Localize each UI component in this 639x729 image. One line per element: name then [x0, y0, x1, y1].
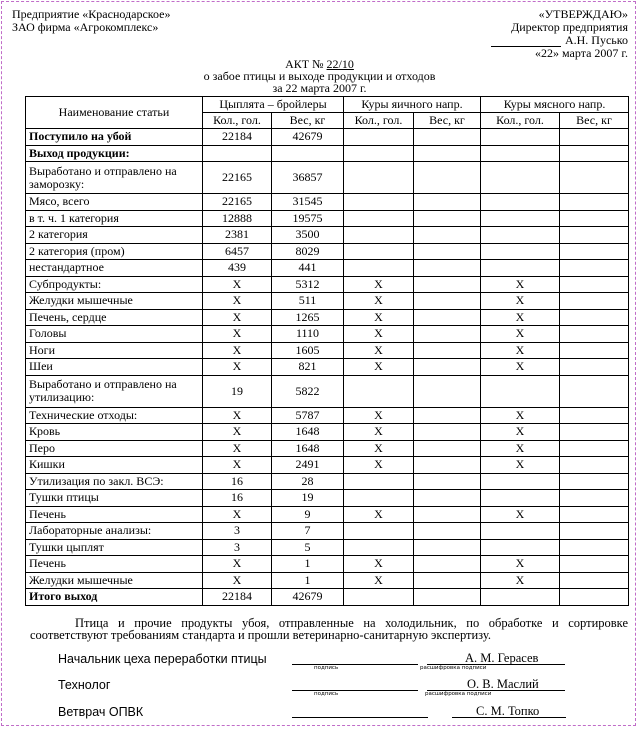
cell-meat-hen-weight: [560, 440, 629, 457]
cell-egg-hen-count: Х: [344, 424, 414, 441]
act-date: за 22 марта 2007 г.: [272, 81, 367, 95]
row-label: Печень: [26, 506, 203, 523]
cell-meat-hen-count: Х: [481, 440, 560, 457]
table-row: [26, 457, 629, 474]
cell-egg-hen-count: Х: [344, 572, 414, 589]
cell-meat-hen-count: [481, 129, 560, 146]
act-title-block: [0, 58, 639, 94]
cell-meat-hen-count: [481, 375, 560, 407]
cell-meat-hen-weight: [560, 276, 629, 293]
cell-egg-hen-count: [344, 162, 414, 194]
cell-broiler-count: Х: [203, 309, 272, 326]
cell-meat-hen-weight: [560, 162, 629, 194]
conclusion-paragraph: [30, 617, 628, 641]
cell-egg-hen-weight: [414, 539, 481, 556]
cell-egg-hen-weight: [414, 359, 481, 376]
table-row: [26, 194, 629, 211]
cell-egg-hen-count: Х: [344, 326, 414, 343]
cell-egg-hen-count: Х: [344, 276, 414, 293]
enterprise-name: Предприятие «Краснодарское»: [12, 7, 171, 21]
approver-name: А.Н. Пусько: [564, 33, 628, 47]
cell-broiler-count: 3: [203, 539, 272, 556]
signer-name-technologist: О. В. Маслий: [467, 677, 539, 691]
col-header-weight: Вес, кг: [560, 113, 629, 129]
cell-meat-hen-count: [481, 490, 560, 507]
table-row: [26, 506, 629, 523]
row-label: Кишки: [26, 457, 203, 474]
cell-egg-hen-weight: [414, 129, 481, 146]
cell-egg-hen-weight: [414, 145, 481, 162]
row-label: Выработано и отправлено на утилизацию:: [26, 375, 203, 407]
cell-egg-hen-weight: [414, 440, 481, 457]
cell-meat-hen-count: [481, 243, 560, 260]
row-label: в т. ч. 1 категория: [26, 210, 203, 227]
row-label: Кровь: [26, 424, 203, 441]
row-label: Головы: [26, 326, 203, 343]
cell-meat-hen-weight: [560, 539, 629, 556]
cell-meat-hen-weight: [560, 473, 629, 490]
cell-broiler-count: Х: [203, 506, 272, 523]
cell-egg-hen-weight: [414, 194, 481, 211]
cell-meat-hen-weight: [560, 424, 629, 441]
cell-meat-hen-weight: [560, 407, 629, 424]
cell-meat-hen-weight: [560, 194, 629, 211]
cell-broiler-count: 22165: [203, 162, 272, 194]
col-group-broilers: Цыплята – бройлеры: [203, 97, 344, 113]
cell-broiler-count: 22165: [203, 194, 272, 211]
table-row: [26, 293, 629, 310]
cell-broiler-count: Х: [203, 572, 272, 589]
cell-broiler-count: 19: [203, 375, 272, 407]
cell-broiler-weight: [272, 145, 344, 162]
cell-broiler-weight: 7: [272, 523, 344, 540]
cell-broiler-count: Х: [203, 556, 272, 573]
company-name: ЗАО фирма «Агрокомплекс»: [12, 20, 159, 34]
cell-broiler-count: Х: [203, 293, 272, 310]
cell-egg-hen-weight: [414, 506, 481, 523]
signature-caption: подпись: [314, 665, 339, 671]
table-row: [26, 129, 629, 146]
cell-egg-hen-count: Х: [344, 457, 414, 474]
cell-broiler-weight: 1648: [272, 440, 344, 457]
cell-broiler-weight: 19575: [272, 210, 344, 227]
cell-meat-hen-count: [481, 523, 560, 540]
cell-broiler-count: 16: [203, 490, 272, 507]
cell-broiler-count: Х: [203, 407, 272, 424]
cell-meat-hen-weight: [560, 210, 629, 227]
cell-egg-hen-count: [344, 375, 414, 407]
cell-egg-hen-count: Х: [344, 342, 414, 359]
cell-egg-hen-weight: [414, 407, 481, 424]
col-header-name: Наименование статьи: [26, 97, 203, 129]
table-row: [26, 556, 629, 573]
cell-broiler-weight: 31545: [272, 194, 344, 211]
cell-broiler-count: 22184: [203, 129, 272, 146]
approver-title: Директор предприятия: [511, 20, 628, 34]
signature-line: [292, 690, 418, 691]
signer-role-vet: Ветврач ОПВК: [58, 705, 144, 719]
cell-meat-hen-count: [481, 473, 560, 490]
cell-egg-hen-weight: [414, 260, 481, 277]
cell-broiler-weight: 9: [272, 506, 344, 523]
act-table: [25, 96, 629, 606]
cell-broiler-weight: 36857: [272, 162, 344, 194]
cell-meat-hen-count: Х: [481, 572, 560, 589]
cell-meat-hen-weight: [560, 523, 629, 540]
row-label: Желудки мышечные: [26, 572, 203, 589]
cell-broiler-weight: 1: [272, 556, 344, 573]
cell-broiler-weight: 1265: [272, 309, 344, 326]
col-header-count: Кол., гол.: [203, 113, 272, 129]
cell-meat-hen-count: Х: [481, 556, 560, 573]
cell-meat-hen-weight: [560, 572, 629, 589]
cell-broiler-count: Х: [203, 342, 272, 359]
cell-meat-hen-count: Х: [481, 424, 560, 441]
cell-meat-hen-count: Х: [481, 293, 560, 310]
cell-egg-hen-weight: [414, 473, 481, 490]
approval-block: [491, 8, 628, 60]
cell-meat-hen-weight: [560, 359, 629, 376]
signer-role-technologist: Технолог: [58, 678, 111, 692]
cell-broiler-weight: 1110: [272, 326, 344, 343]
cell-egg-hen-weight: [414, 556, 481, 573]
cell-meat-hen-count: [481, 227, 560, 244]
row-label: Ноги: [26, 342, 203, 359]
cell-broiler-weight: 441: [272, 260, 344, 277]
cell-egg-hen-count: [344, 210, 414, 227]
cell-meat-hen-count: Х: [481, 457, 560, 474]
row-label: Утилизация по закл. ВСЭ:: [26, 473, 203, 490]
cell-broiler-count: Х: [203, 276, 272, 293]
table-row: [26, 227, 629, 244]
cell-broiler-weight: 1648: [272, 424, 344, 441]
cell-egg-hen-weight: [414, 457, 481, 474]
cell-meat-hen-count: [481, 260, 560, 277]
cell-egg-hen-count: [344, 194, 414, 211]
cell-meat-hen-count: Х: [481, 359, 560, 376]
table-row: [26, 359, 629, 376]
cell-broiler-weight: 42679: [272, 129, 344, 146]
table-row: [26, 589, 629, 606]
row-label: Выход продукции:: [26, 145, 203, 162]
table-row: [26, 309, 629, 326]
cell-meat-hen-count: [481, 539, 560, 556]
cell-meat-hen-count: Х: [481, 276, 560, 293]
cell-broiler-count: Х: [203, 440, 272, 457]
table-row: [26, 473, 629, 490]
cell-meat-hen-weight: [560, 227, 629, 244]
cell-broiler-count: Х: [203, 326, 272, 343]
cell-meat-hen-weight: [560, 309, 629, 326]
cell-broiler-count: Х: [203, 424, 272, 441]
row-label: Печень, сердце: [26, 309, 203, 326]
conclusion-text: Птица и прочие продукты убоя, отправленные на холодильник, по обработке и сортировке соответствуют требованиям стандарта и прошли ветеринарно-санитарную экспертизу.: [30, 616, 628, 642]
col-header-count: Кол., гол.: [344, 113, 414, 129]
table-row: [26, 276, 629, 293]
cell-egg-hen-weight: [414, 276, 481, 293]
row-label: Перо: [26, 440, 203, 457]
cell-meat-hen-weight: [560, 556, 629, 573]
cell-broiler-count: 16: [203, 473, 272, 490]
cell-broiler-count: 3: [203, 523, 272, 540]
cell-meat-hen-count: Х: [481, 407, 560, 424]
cell-egg-hen-weight: [414, 342, 481, 359]
cell-meat-hen-count: [481, 194, 560, 211]
cell-broiler-weight: 5787: [272, 407, 344, 424]
col-header-weight: Вес, кг: [272, 113, 344, 129]
col-header-count: Кол., гол.: [481, 113, 560, 129]
cell-egg-hen-count: [344, 227, 414, 244]
row-label: Тушки птицы: [26, 490, 203, 507]
cell-egg-hen-weight: [414, 210, 481, 227]
table-row: [26, 162, 629, 194]
cell-egg-hen-count: [344, 129, 414, 146]
approve-label: «УТВЕРЖДАЮ»: [538, 7, 628, 21]
row-label: Печень: [26, 556, 203, 573]
row-label: Поступило на убой: [26, 129, 203, 146]
cell-egg-hen-weight: [414, 490, 481, 507]
cell-egg-hen-weight: [414, 523, 481, 540]
col-group-egg-hens: Куры яичного напр.: [344, 97, 481, 113]
cell-egg-hen-count: [344, 243, 414, 260]
signer-name-vet: С. М. Топко: [476, 704, 540, 718]
table-row: [26, 243, 629, 260]
cell-egg-hen-count: [344, 523, 414, 540]
cell-meat-hen-count: Х: [481, 309, 560, 326]
cell-meat-hen-weight: [560, 145, 629, 162]
table-row: [26, 210, 629, 227]
cell-meat-hen-count: [481, 589, 560, 606]
cell-egg-hen-weight: [414, 589, 481, 606]
row-label: Тушки цыплят: [26, 539, 203, 556]
cell-meat-hen-count: Х: [481, 342, 560, 359]
cell-meat-hen-count: Х: [481, 326, 560, 343]
cell-meat-hen-weight: [560, 326, 629, 343]
cell-meat-hen-weight: [560, 490, 629, 507]
row-label: Выработано и отправлено на заморозку:: [26, 162, 203, 194]
cell-egg-hen-count: Х: [344, 359, 414, 376]
cell-egg-hen-weight: [414, 309, 481, 326]
cell-broiler-weight: 8029: [272, 243, 344, 260]
cell-broiler-count: [203, 145, 272, 162]
cell-meat-hen-weight: [560, 243, 629, 260]
cell-egg-hen-count: [344, 473, 414, 490]
cell-broiler-count: 439: [203, 260, 272, 277]
cell-broiler-weight: 42679: [272, 589, 344, 606]
cell-meat-hen-weight: [560, 129, 629, 146]
cell-egg-hen-weight: [414, 424, 481, 441]
table-row: [26, 326, 629, 343]
cell-egg-hen-count: [344, 539, 414, 556]
signature-caption: подпись: [314, 691, 339, 697]
cell-meat-hen-weight: [560, 293, 629, 310]
cell-broiler-count: 6457: [203, 243, 272, 260]
cell-egg-hen-count: Х: [344, 556, 414, 573]
cell-egg-hen-weight: [414, 375, 481, 407]
table-row: [26, 440, 629, 457]
signature-line: [292, 664, 418, 665]
table-row: [26, 539, 629, 556]
cell-egg-hen-weight: [414, 572, 481, 589]
act-table-body: [26, 129, 629, 606]
cell-broiler-weight: 2491: [272, 457, 344, 474]
cell-egg-hen-count: [344, 260, 414, 277]
signer-name-head: А. М. Герасев: [465, 651, 539, 665]
row-label: Мясо, всего: [26, 194, 203, 211]
cell-meat-hen-weight: [560, 260, 629, 277]
table-row: [26, 145, 629, 162]
row-label: Лабораторные анализы:: [26, 523, 203, 540]
cell-meat-hen-weight: [560, 342, 629, 359]
cell-egg-hen-count: Х: [344, 440, 414, 457]
cell-meat-hen-weight: [560, 375, 629, 407]
table-row: [26, 572, 629, 589]
row-label: Итого выход: [26, 589, 203, 606]
cell-broiler-weight: 1: [272, 572, 344, 589]
table-row: [26, 407, 629, 424]
cell-broiler-weight: 28: [272, 473, 344, 490]
cell-broiler-count: Х: [203, 457, 272, 474]
table-row: [26, 490, 629, 507]
col-header-weight: Вес, кг: [414, 113, 481, 129]
enterprise-info: [12, 8, 170, 34]
table-row: [26, 424, 629, 441]
cell-broiler-weight: 821: [272, 359, 344, 376]
name-caption: расшифровка подписи: [420, 665, 487, 671]
row-label: 2 категория (пром): [26, 243, 203, 260]
cell-egg-hen-weight: [414, 293, 481, 310]
table-row: [26, 375, 629, 407]
cell-broiler-count: 22184: [203, 589, 272, 606]
cell-meat-hen-count: [481, 210, 560, 227]
cell-broiler-weight: 5312: [272, 276, 344, 293]
cell-broiler-weight: 19: [272, 490, 344, 507]
row-label: Технические отходы:: [26, 407, 203, 424]
cell-broiler-weight: 5822: [272, 375, 344, 407]
cell-egg-hen-count: [344, 490, 414, 507]
act-subtitle: о забое птицы и выходе продукции и отходов: [203, 69, 436, 83]
name-caption: расшифровка подписи: [425, 691, 492, 697]
row-label: нестандартное: [26, 260, 203, 277]
act-prefix: АКТ №: [285, 57, 327, 71]
row-label: Желудки мышечные: [26, 293, 203, 310]
table-row: [26, 342, 629, 359]
cell-broiler-weight: 1605: [272, 342, 344, 359]
row-label: Шеи: [26, 359, 203, 376]
cell-meat-hen-weight: [560, 589, 629, 606]
cell-meat-hen-count: Х: [481, 506, 560, 523]
cell-egg-hen-weight: [414, 326, 481, 343]
cell-egg-hen-weight: [414, 243, 481, 260]
signature-line: [292, 717, 428, 718]
approve-date: «22» марта 2007 г.: [535, 46, 628, 60]
cell-egg-hen-count: [344, 145, 414, 162]
table-row: [26, 260, 629, 277]
cell-egg-hen-count: Х: [344, 506, 414, 523]
cell-broiler-weight: 5: [272, 539, 344, 556]
cell-meat-hen-count: [481, 145, 560, 162]
cell-egg-hen-weight: [414, 162, 481, 194]
row-label: 2 категория: [26, 227, 203, 244]
row-label: Субпродукты:: [26, 276, 203, 293]
cell-broiler-weight: 511: [272, 293, 344, 310]
cell-egg-hen-count: [344, 589, 414, 606]
table-row: [26, 523, 629, 540]
act-number: 22/10: [326, 57, 354, 71]
cell-broiler-count: 2381: [203, 227, 272, 244]
cell-meat-hen-weight: [560, 506, 629, 523]
cell-meat-hen-weight: [560, 457, 629, 474]
cell-egg-hen-count: Х: [344, 293, 414, 310]
cell-broiler-count: 12888: [203, 210, 272, 227]
cell-meat-hen-count: [481, 162, 560, 194]
signer-role-head: Начальник цеха переработки птицы: [58, 652, 267, 666]
col-group-meat-hens: Куры мясного напр.: [481, 97, 629, 113]
cell-egg-hen-count: Х: [344, 407, 414, 424]
cell-egg-hen-count: Х: [344, 309, 414, 326]
cell-egg-hen-weight: [414, 227, 481, 244]
cell-broiler-weight: 3500: [272, 227, 344, 244]
cell-broiler-count: Х: [203, 359, 272, 376]
